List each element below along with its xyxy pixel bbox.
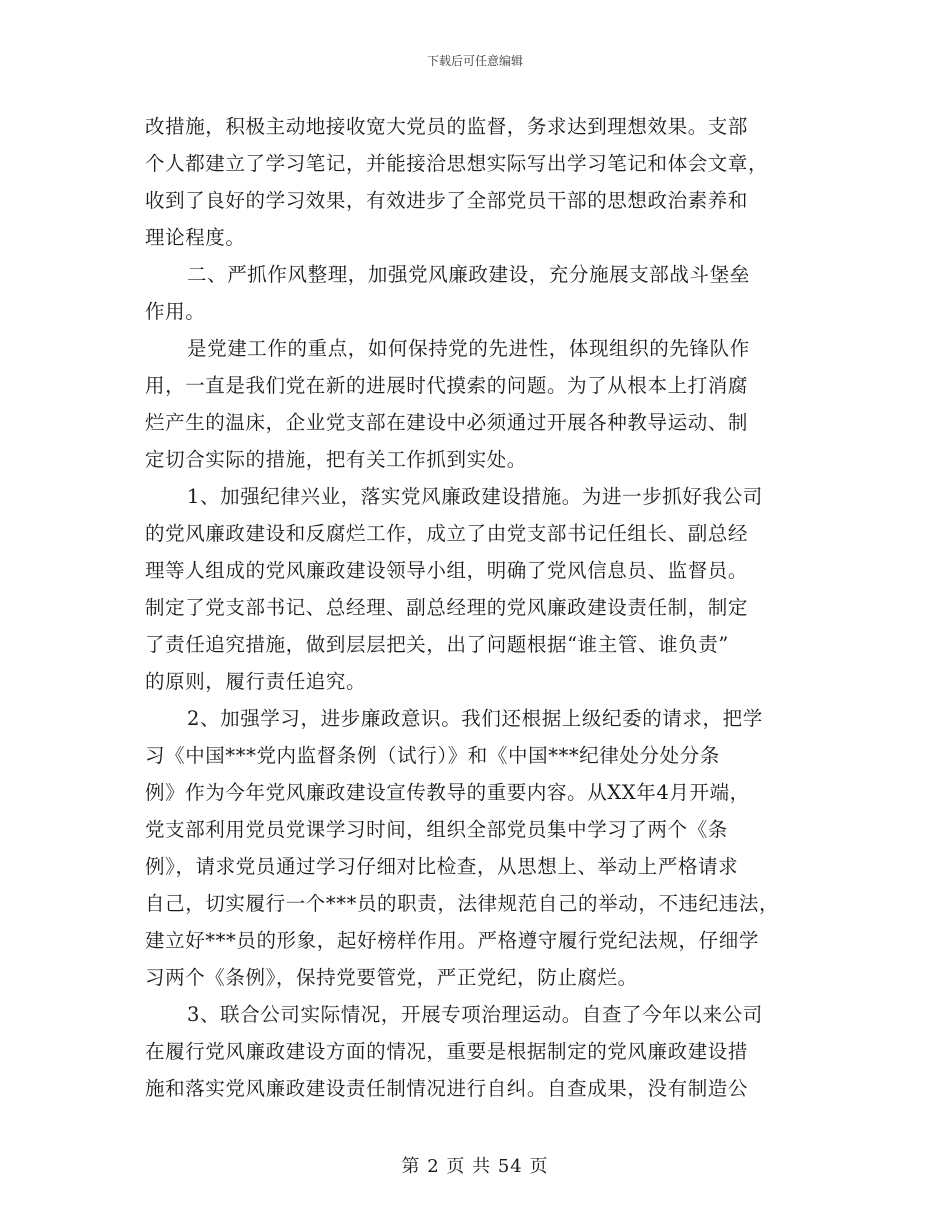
text-line: 自己，切实履行一个***员的职责，法律规范自己的举动，不违纪违法， xyxy=(145,892,780,915)
text-line: 是党建工作的重点，如何保持党的先进性，体现组织的先锋队作 xyxy=(187,337,750,360)
text-line: 了责任追究措施，做到层层把关，出了问题根据“谁主管、谁负责” xyxy=(145,633,729,656)
text-line: 1、加强纪律兴业，落实党风廉政建设措施。为进一步抓好我公司 xyxy=(187,485,763,508)
text-line: 理等人组成的党风廉政建设领导小组，明确了党风信息员、监督员。 xyxy=(145,559,749,582)
text-line: 作用。 xyxy=(145,300,206,323)
text-line: 定切合实际的措施，把有关工作抓到实处。 xyxy=(145,448,527,471)
text-line: 的原则，履行责任追究。 xyxy=(145,670,367,693)
text-line: 3、联合公司实际情况，开展专项治理运动。自查了今年以来公司 xyxy=(187,1003,763,1026)
text-line: 例》作为今年党风廉政建设宣传教导的重要内容。从XX年4月开端， xyxy=(145,781,750,804)
text-line: 制定了党支部书记、总经理、副总经理的党风廉政建设责任制，制定 xyxy=(145,596,749,619)
text-line: 习两个《条例》，保持党要管党，严正党纪，防止腐烂。 xyxy=(145,966,638,989)
text-line: 2、加强学习，进步廉政意识。我们还根据上级纪委的请求，把学 xyxy=(187,707,763,730)
page-footer: 第 2 页 共 54 页 xyxy=(401,1156,549,1177)
text-line: 在履行党风廉政建设方面的情况，重要是根据制定的党风廉政建设措 xyxy=(145,1040,749,1063)
text-line: 建立好***员的形象，起好榜样作用。严格遵守履行党纪法规，仔细学 xyxy=(145,929,759,952)
text-line: 党支部利用党员党课学习时间，组织全部党员集中学习了两个《条 xyxy=(145,818,728,841)
document-body xyxy=(145,108,807,1107)
text-line: 习《中国***党内监督条例（试行）》和《中国***纪律处分处分条 xyxy=(145,744,720,767)
text-line: 用，一直是我们党在新的进展时代摸索的问题。为了从根本上打消腐 xyxy=(145,374,749,397)
text-line: 个人都建立了学习笔记，并能接洽思想实际写出学习笔记和体会文章， xyxy=(145,152,769,175)
text-line: 理论程度。 xyxy=(145,226,246,249)
text-line: 烂产生的温床，企业党支部在建设中必须通过开展各种教导运动、制 xyxy=(145,411,749,434)
text-line: 的党风廉政建设和反腐烂工作，成立了由党支部书记任组长、副总经 xyxy=(145,522,749,545)
text-line: 例》，请求党员通过学习仔细对比检查，从思想上、举动上严格请求 xyxy=(145,855,739,878)
text-line: 二、严抓作风整理，加强党风廉政建设，充分施展支部战斗堡垒 xyxy=(187,263,750,286)
text-line: 收到了良好的学习效果，有效进步了全部党员干部的思想政治素养和 xyxy=(145,189,749,212)
text-line: 施和落实党风廉政建设责任制情况进行自纠。自查成果，没有制造公 xyxy=(145,1077,749,1100)
page-header-note: 下载后可任意编辑 xyxy=(426,54,523,68)
text-line: 改措施，积极主动地接收宽大党员的监督，务求达到理想效果。支部 xyxy=(145,115,749,138)
